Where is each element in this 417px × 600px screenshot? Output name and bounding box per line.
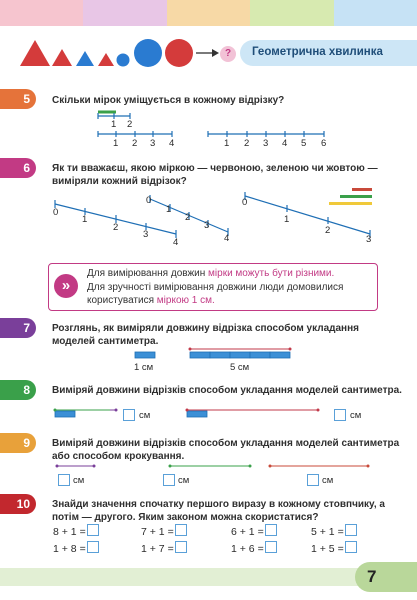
red-measure [352, 188, 372, 191]
answer-box[interactable] [265, 541, 277, 553]
task6-s1-0: 0 [53, 207, 59, 218]
task-number-8: 8 [0, 380, 36, 400]
question-mark-circle [220, 46, 236, 62]
info-text [87, 267, 377, 308]
task-number-9: 9 [0, 433, 36, 453]
info-line3-pre: користуватися [87, 295, 157, 306]
task-number-10: 10 [0, 494, 36, 514]
task6-s2-2: 2 [185, 212, 191, 223]
task-7-text: Розглянь, як виміряли довжину відрізка способом укладання моделей сантиметра. [52, 323, 359, 347]
task6-s1-4: 4 [173, 237, 179, 248]
task9-unit-1: см [73, 475, 85, 486]
expr-col3-bottom: 1 + 6 = [231, 541, 277, 555]
answer-box[interactable] [175, 524, 187, 536]
task9-unit-3: см [322, 475, 334, 486]
circle-large-blue [134, 39, 162, 67]
page-number-tab [355, 562, 417, 592]
page-number: 7 [367, 567, 377, 586]
expr-col3-top: 6 + 1 = [231, 524, 277, 538]
answer-box[interactable] [345, 524, 357, 536]
expr-col1-top: 8 + 1 = [53, 524, 99, 538]
answer-box[interactable] [265, 524, 277, 536]
task-number-6: 6 [0, 158, 36, 178]
task-6-diagram [50, 186, 380, 246]
header-stripe-4 [250, 0, 334, 26]
info-box [48, 263, 378, 311]
task8-answer-box-1[interactable] [123, 409, 135, 421]
task5-ra-4: 4 [169, 138, 175, 149]
task-8-diagram [50, 406, 370, 418]
info-line1-highlight: мірки можуть бути різними. [208, 268, 335, 279]
header-stripe-5 [334, 0, 417, 26]
task8-unit-2: см [350, 410, 362, 421]
task5-rb-5: 5 [301, 138, 307, 149]
task5-rb-1: 1 [224, 138, 230, 149]
task6-s1-3: 3 [143, 229, 149, 240]
answer-box[interactable] [87, 524, 99, 536]
task8-unit-1: см [139, 410, 151, 421]
answer-box[interactable] [345, 541, 357, 553]
info-arrow-icon: » [54, 274, 78, 298]
task9-answer-box-1[interactable] [58, 474, 70, 486]
task6-s3-0: 0 [242, 197, 248, 208]
expr-col1-bottom: 1 + 8 = [53, 541, 99, 555]
info-line2: Для зручності вимірювання довжини люди домовилися [87, 281, 344, 293]
task6-s1-1: 1 [82, 214, 88, 225]
yellow-measure [329, 202, 372, 205]
circle-small [117, 54, 130, 67]
task6-s3-3: 3 [366, 234, 372, 245]
section-title-banner [240, 40, 417, 66]
info-line1-pre: Для вимірювання довжин [87, 268, 209, 279]
question-mark: ? [224, 48, 232, 59]
task6-s3-1: 1 [284, 214, 290, 225]
task5-ra-3: 3 [150, 138, 156, 149]
triangle-large [20, 40, 50, 66]
section-title: Геометрична хвилинка [252, 46, 383, 58]
header-stripe-2 [83, 0, 167, 26]
green-measure [340, 195, 372, 198]
task-9-text: Виміряй довжини відрізків способом укладання моделей сантиметра або способом крокування. [52, 438, 400, 462]
task5-ra-1: 1 [113, 138, 119, 149]
task6-s2-0: 0 [146, 195, 152, 206]
triangle-small-blue [76, 51, 94, 66]
expr-col4-bottom: 1 + 5 = [311, 541, 357, 555]
task5-small-2: 2 [127, 119, 133, 130]
triangle-small-red [98, 53, 114, 66]
task5-rb-2: 2 [244, 138, 250, 149]
task5-ra-2: 2 [132, 138, 138, 149]
geometric-shapes [20, 36, 220, 70]
expr-col4-top: 5 + 1 = [311, 524, 357, 538]
task-number-5: 5 [0, 89, 36, 109]
task9-unit-2: см [178, 475, 190, 486]
task6-s2-1: 1 [166, 204, 172, 215]
task6-s2-3: 3 [204, 220, 210, 231]
info-line3-highlight: міркою 1 см. [156, 295, 215, 306]
task9-answer-box-3[interactable] [307, 474, 319, 486]
task-8-text: Виміряй довжини відрізків способом укладання моделей сантиметра. [52, 385, 402, 396]
task6-s1-2: 2 [113, 222, 119, 233]
task5-rb-3: 3 [263, 138, 269, 149]
answer-box[interactable] [87, 541, 99, 553]
task5-rb-6: 6 [321, 138, 327, 149]
expr-col2-top: 7 + 1 = [141, 524, 187, 538]
answer-box[interactable] [175, 541, 187, 553]
expr-col2-bottom: 1 + 7 = [141, 541, 187, 555]
task-number-7: 7 [0, 318, 36, 338]
triangle-medium [52, 49, 72, 66]
task-6-text: Як ти вважаєш, якою міркою — червоною, зеленою чи жовтою — виміряли кожний відрізок? [52, 163, 378, 187]
task-10-text: Знайди значення спочатку першого виразу в кожному стовпчику, а потім — другого. Яким законом можна скористатися? [52, 499, 385, 523]
task-5-text: Скільки мірок уміщується в кожному відрізку? [52, 95, 285, 106]
task9-answer-box-2[interactable] [163, 474, 175, 486]
task6-s2-4: 4 [224, 233, 230, 244]
task6-s3-2: 2 [325, 225, 331, 236]
task7-label-1cm: 1 см [134, 362, 154, 373]
circle-large-red [165, 39, 193, 67]
task5-small-1: 1 [111, 119, 117, 130]
task8-answer-box-2[interactable] [334, 409, 346, 421]
header-stripe-1 [0, 0, 83, 26]
task-9-diagram [50, 462, 370, 470]
task5-rb-4: 4 [282, 138, 288, 149]
header-stripe-3 [167, 0, 250, 26]
task-7-diagram [130, 345, 300, 361]
task7-label-5cm: 5 см [230, 362, 250, 373]
